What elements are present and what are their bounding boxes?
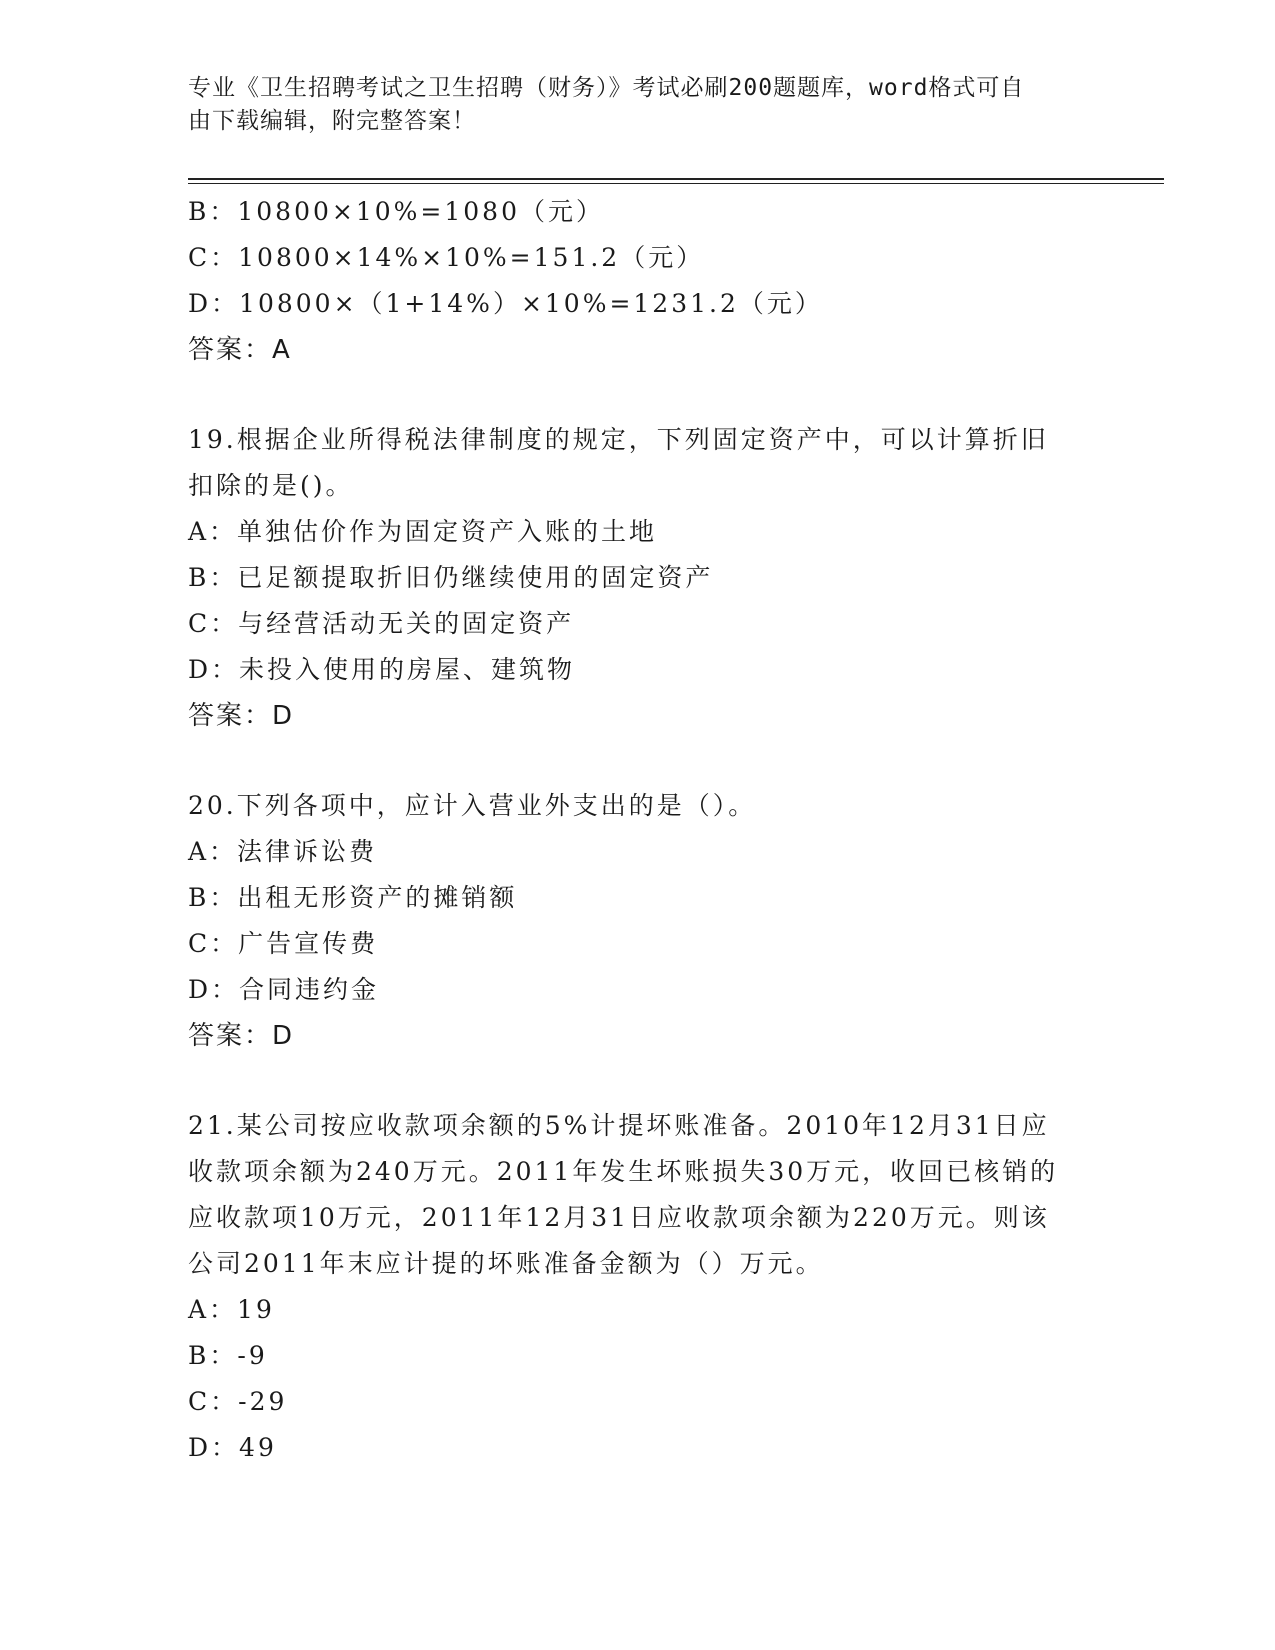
option-c: C：-29 (188, 1387, 288, 1416)
header-divider-thick (188, 178, 1164, 180)
option-b: B：10800×10%=1080（元） (188, 197, 604, 226)
spacer (188, 739, 1088, 783)
spacer (188, 1059, 1088, 1103)
spacer (188, 373, 1088, 417)
question-text-line: 应收款项10万元，2011年12月31日应收款项余额为220万元。则该 (188, 1203, 1050, 1232)
document-header (188, 72, 1088, 138)
question-text-line: 扣除的是()。 (188, 471, 354, 500)
option-c: C：10800×14%×10%=151.2（元） (188, 243, 705, 272)
question-text-line: 公司2011年末应计提的坏账准备金额为（）万元。 (188, 1249, 824, 1278)
header-divider-thin (188, 183, 1164, 184)
option-a: A：法律诉讼费 (188, 837, 378, 866)
question-21 (188, 1103, 1088, 1471)
option-c: C：与经营活动无关的固定资产 (188, 609, 575, 638)
question-18-continued (188, 189, 1088, 373)
option-b: B：出租无形资产的摊销额 (188, 883, 518, 912)
question-text-line: 20.下列各项中，应计入营业外支出的是（）。 (188, 791, 757, 820)
header-title-line-2: 由下载编辑，附完整答案！ (188, 108, 476, 134)
answer-line: 答案：D (188, 701, 295, 731)
option-a: A：单独估价作为固定资产入账的土地 (188, 517, 658, 546)
option-d: D：49 (188, 1433, 277, 1462)
header-title-line-1: 专业《卫生招聘考试之卫生招聘（财务）》考试必刷200题题库，word格式可自 (188, 75, 1025, 101)
option-a: A：19 (188, 1295, 275, 1324)
question-text-line: 收款项余额为240万元。2011年发生坏账损失30万元，收回已核销的 (188, 1157, 1059, 1186)
option-d: D：合同违约金 (188, 975, 380, 1004)
answer-line: 答案：D (188, 1021, 295, 1051)
question-text-line: 21.某公司按应收款项余额的5%计提坏账准备。2010年12月31日应 (188, 1111, 1050, 1140)
question-20 (188, 783, 1088, 1059)
option-d: D：10800×（1+14%）×10%=1231.2（元） (188, 289, 823, 318)
option-b: B：已足额提取折旧仍继续使用的固定资产 (188, 563, 714, 592)
answer-line: 答案：A (188, 335, 292, 365)
option-d: D：未投入使用的房屋、建筑物 (188, 655, 576, 684)
question-text-line: 19.根据企业所得税法律制度的规定，下列固定资产中，可以计算折旧 (188, 425, 1049, 454)
option-c: C：广告宣传费 (188, 929, 379, 958)
option-b: B：-9 (188, 1341, 268, 1370)
question-19 (188, 417, 1088, 739)
question-list (188, 189, 1088, 1471)
